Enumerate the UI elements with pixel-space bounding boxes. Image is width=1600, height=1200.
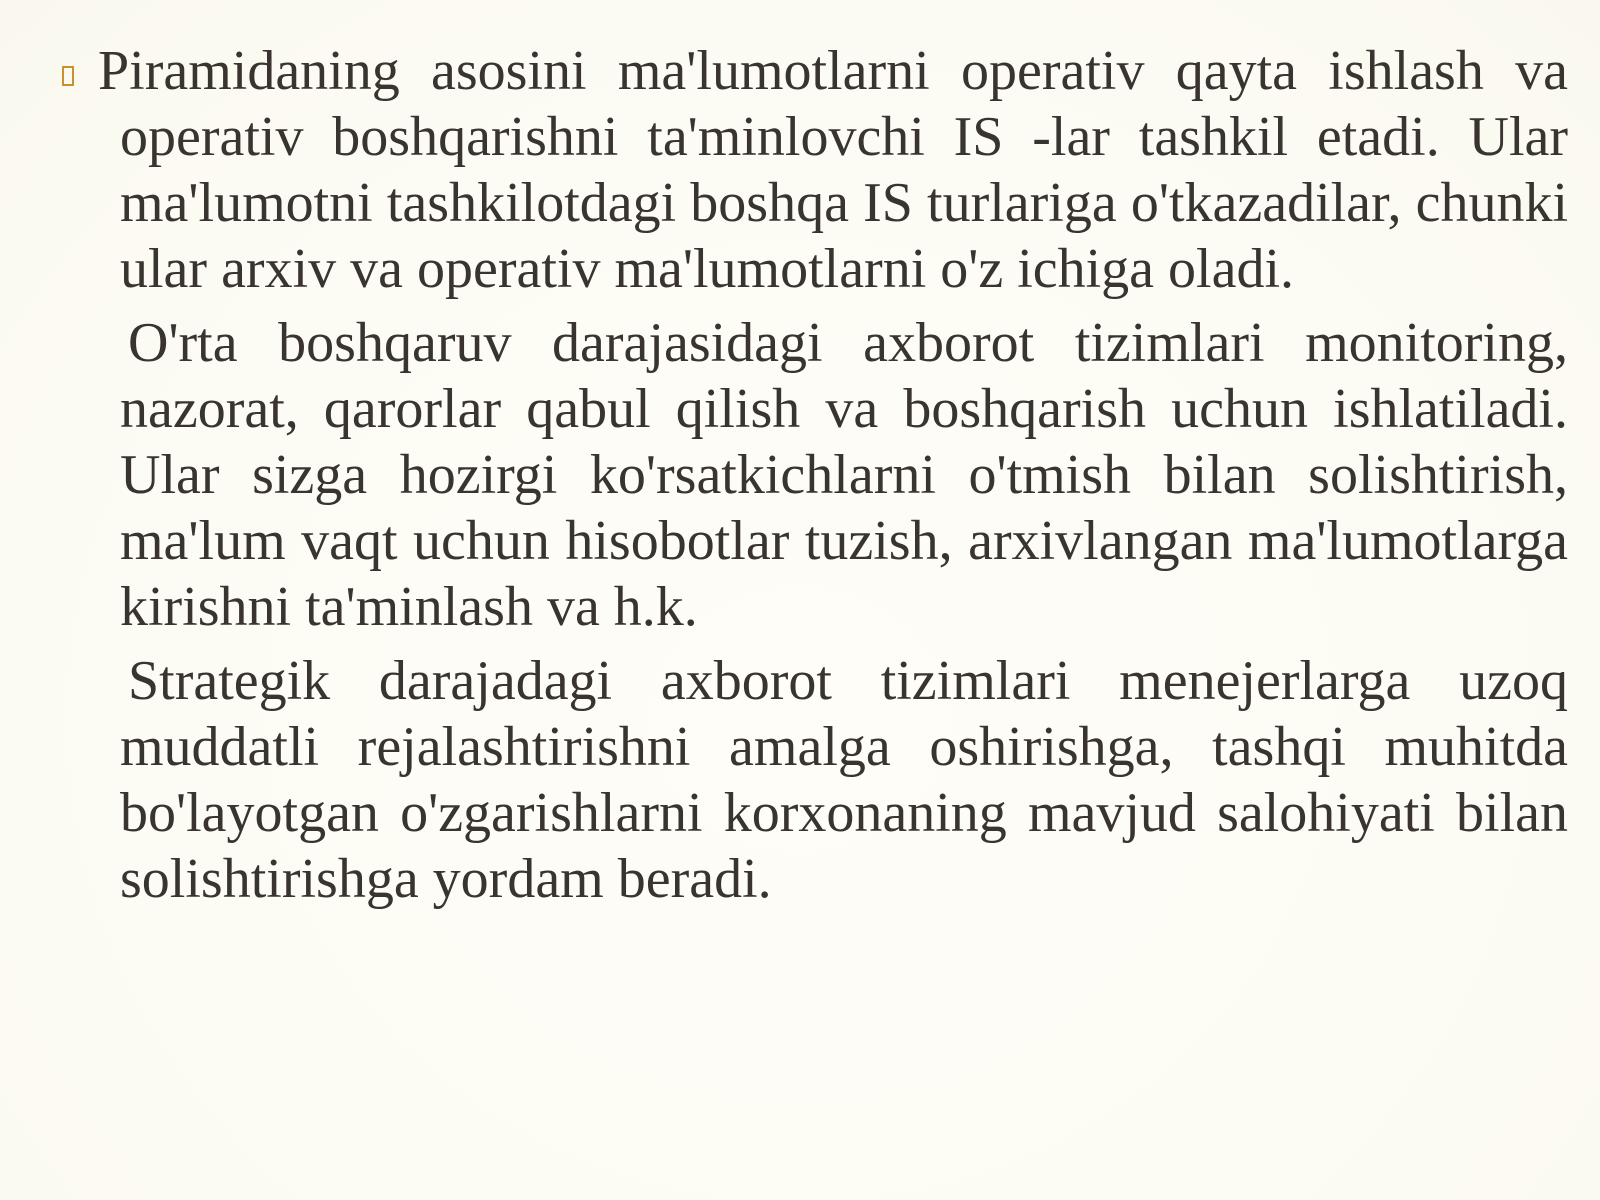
paragraph-1 bbox=[62, 38, 1568, 302]
slide-content bbox=[62, 38, 1568, 920]
paragraph-3-text: Strategik darajadagi axborot tizimlari menejerlarga uzoq muddatli rejalashtirishni amalga oshirishga, tashqi muhitda bo'layotgan o'zgarishlarni korxonaning mavjud salohiyati bilan solishtirishga yordam beradi. bbox=[120, 650, 1568, 910]
paragraph-3 bbox=[62, 648, 1568, 912]
paragraph-2 bbox=[62, 310, 1568, 640]
paragraph-2-text: O'rta boshqaruv darajasidagi axborot tizimlari monitoring, nazorat, qarorlar qabul qilish va boshqarish uchun ishlatiladi. Ular sizga hozirgi ko'rsatkichlarni o'tmish bilan solishtirish, ma'lum vaqt uchun hisobotlar tuzish, arxivlangan ma'lumotlarga kirishni ta'minlash va h.k. bbox=[120, 312, 1568, 638]
paragraph-1-text: Piramidaning asosini ma'lumotlarni operativ qayta ishlash va operativ boshqarishni ta'minlovchi IS -lar tashkil etadi. Ular ma'lumotni tashkilotdagi boshqa IS turlariga o'tkazadilar, chunki ular arxiv va operativ ma'lumotlarni o'z ichiga oladi. bbox=[98, 40, 1568, 300]
square-bullet-icon bbox=[62, 66, 74, 86]
